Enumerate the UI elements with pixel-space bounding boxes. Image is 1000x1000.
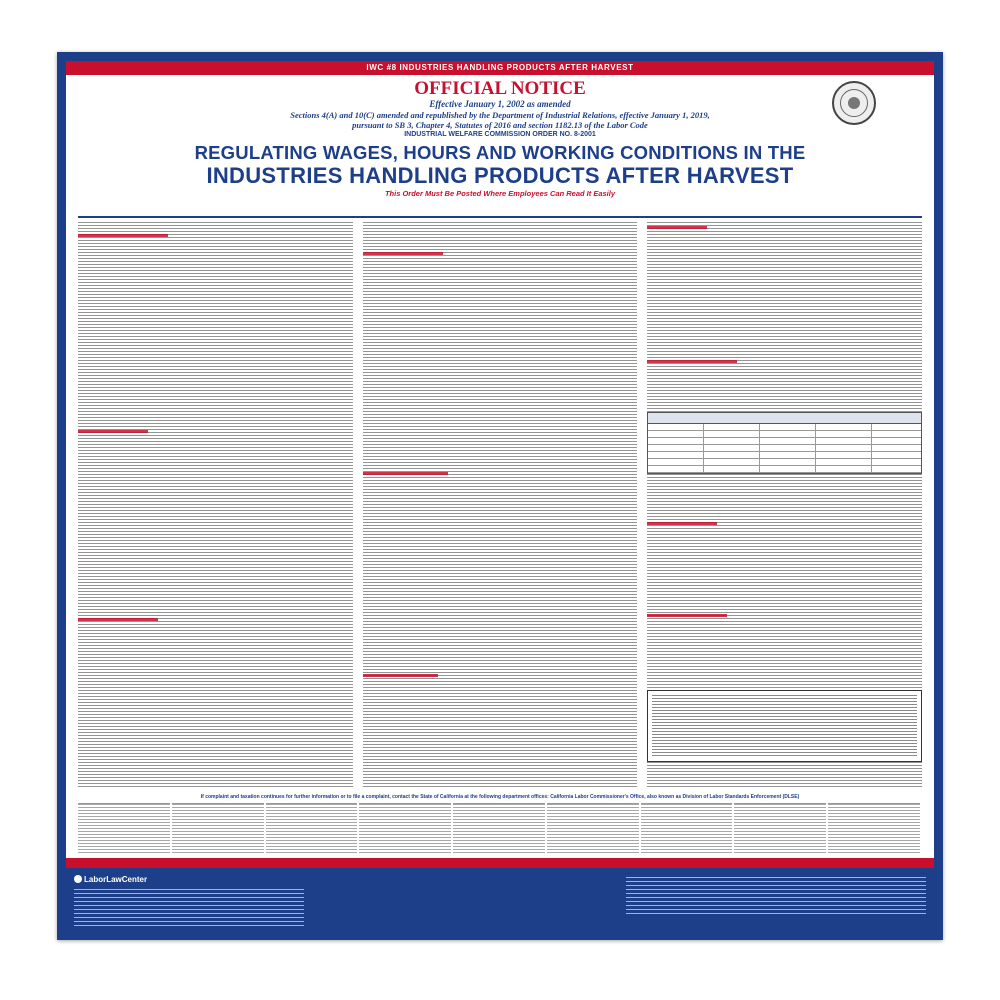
pursuant-line: pursuant to SB 3, Chapter 4, Statutes of 2016 and section 1182.13 of the Labor Code: [352, 120, 648, 130]
offices-column-dividers: [78, 803, 922, 853]
effective-date-line: Effective January 1, 2002 as amended: [429, 99, 571, 109]
column-1: [78, 222, 353, 787]
column-3: [647, 222, 922, 787]
section-heading: [647, 614, 727, 617]
section-heading: [363, 674, 438, 677]
section-heading: [363, 472, 448, 475]
poster-title-line2: INDUSTRIES HANDLING PRODUCTS AFTER HARVEST: [206, 163, 794, 188]
footer-contact-text: [74, 889, 304, 929]
poster-paper: [66, 61, 934, 931]
section-heading: [78, 234, 168, 237]
posting-note: This Order Must Be Posted Where Employees Can Read It Easily: [384, 189, 616, 198]
fine-print-text: [78, 222, 353, 787]
poster-title-line1: REGULATING WAGES, HOURS AND WORKING CONDITIONS IN THE: [194, 142, 806, 163]
header-block: [66, 79, 934, 199]
body-columns: [78, 222, 922, 787]
amended-line: Sections 4(A) and 10(C) amended and republished by the Department of Industrial Relations, effective January 1, 2019,: [290, 110, 710, 120]
bottom-red-bar: [66, 858, 934, 868]
footer-disclaimer-text: [626, 877, 926, 917]
section-heading: [78, 618, 158, 621]
complaint-contact-line: If complaint and taxation continues for further information or to file a complaint, contact the State of California at the following department offices: California Labor Commissioner's Office, also known as Division of Labor Standards Enforcement (DLSE): [200, 794, 800, 800]
top-banner: IWC #8 INDUSTRIES HANDLING PRODUCTS AFTER HARVEST: [66, 61, 934, 75]
header-divider: [78, 216, 922, 218]
notice-box: [647, 690, 922, 762]
section-heading: [647, 522, 717, 525]
brand-name: LaborLawCenter: [84, 875, 148, 884]
official-notice-heading: OFFICIAL NOTICE: [414, 78, 586, 99]
fine-print-text: [363, 222, 638, 787]
brand-logo: [74, 875, 147, 884]
section-heading: [647, 360, 737, 363]
labor-law-poster: [57, 52, 943, 940]
column-2: [363, 222, 638, 787]
section-heading: [647, 226, 707, 229]
order-number: INDUSTRIAL WELFARE COMMISSION ORDER NO. 8-2001: [404, 131, 596, 138]
poster-footer: [66, 872, 934, 931]
section-heading: [78, 430, 148, 433]
section-heading: [363, 252, 443, 255]
laborlawcenter-logo-icon: [74, 875, 82, 883]
minimum-wage-table: [647, 412, 922, 474]
